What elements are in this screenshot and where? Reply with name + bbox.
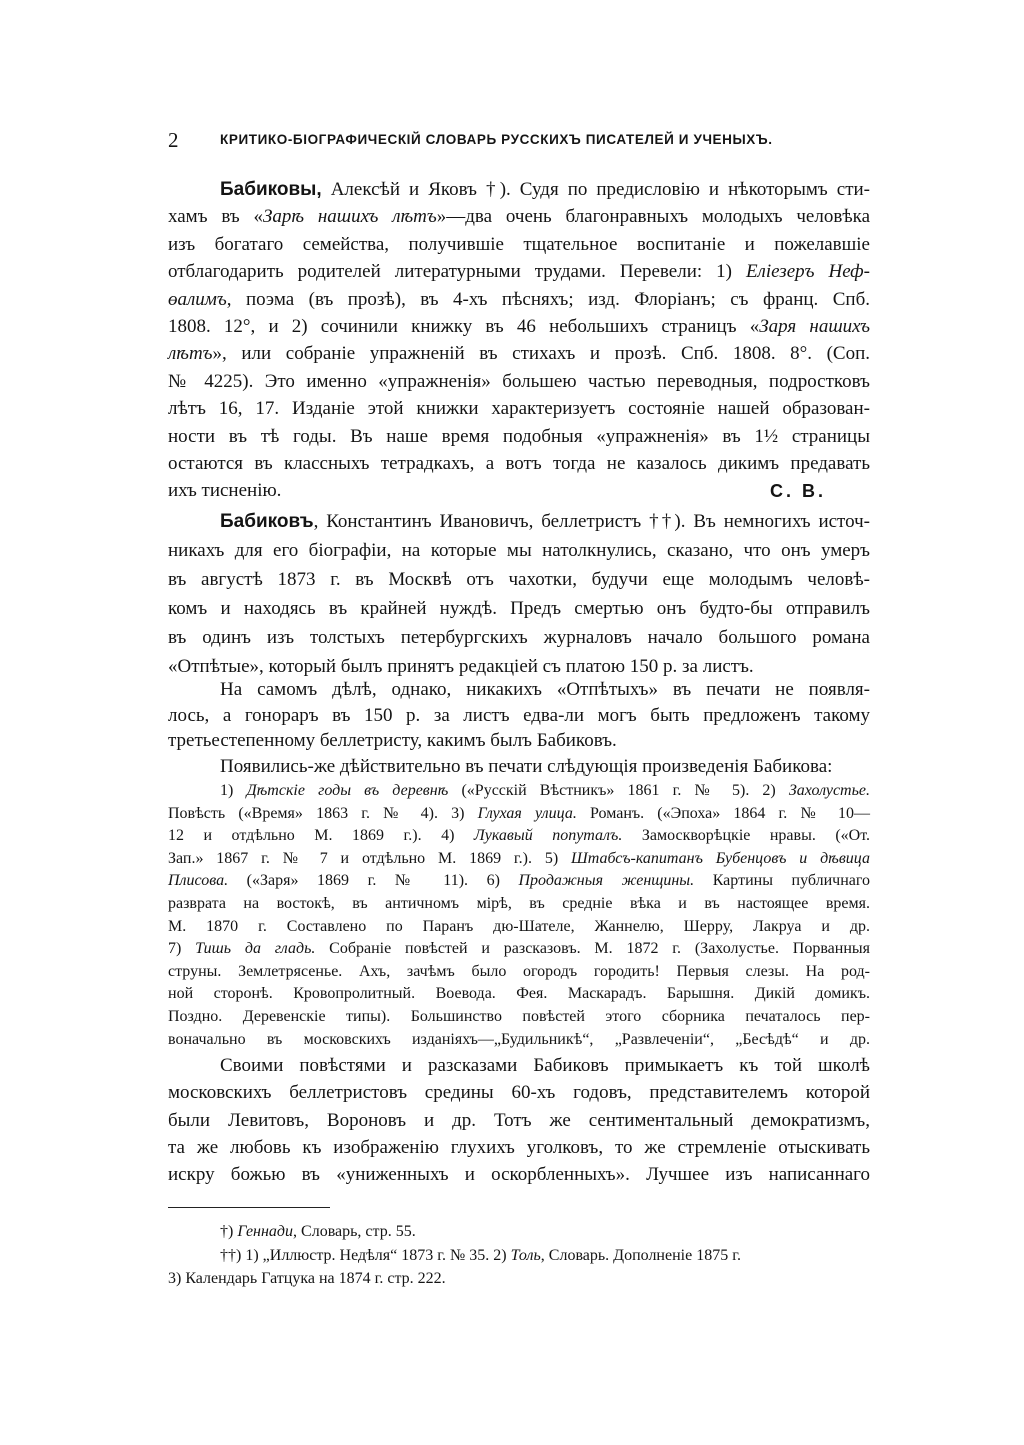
text-run: Замоскворѣцкіе нравы. («От.	[622, 827, 870, 845]
text-line	[168, 1079, 870, 1106]
text-run: 7)	[168, 940, 196, 958]
text-run: лѣтъ 16, 17. Изданіе этой книжки характеризуетъ состояніе нашей образован-	[168, 398, 870, 420]
italic-title: Штабсъ-капитанъ Бубенцовъ и дѣвица	[571, 849, 870, 867]
text-run: («Русскій Вѣстникъ» 1861 г. № 5). 2)	[448, 782, 789, 799]
text-run: московскихъ беллетристовъ средины 60-хъ годовъ, представителемъ которой	[168, 1082, 870, 1104]
text-run: № 4225). Это именно «упражненія» большею частью переводныя, подростковъ	[168, 370, 870, 392]
text-line	[168, 176, 870, 203]
text-run: никахъ для его біографіи, на которые мы натолкнулись, сказано, что онъ умеръ	[168, 540, 870, 561]
italic-title: Геннади	[237, 1223, 294, 1240]
text-line	[168, 594, 870, 623]
text-run: хамъ въ «	[168, 206, 263, 228]
text-run: »—два очень благонравныхъ молодыхъ человѣка	[436, 206, 871, 228]
text-line	[168, 1244, 741, 1268]
text-line	[168, 754, 832, 779]
text-run: та же любовь къ изображенію глухихъ уголковъ, то же стремленіе отыскивать	[168, 1136, 870, 1158]
text-run: струны. Землетрясенье. Ахъ, зачѣмъ было огородъ городить! Первыя слезы. На род-	[168, 962, 870, 980]
text-line	[168, 203, 870, 230]
footnotes	[168, 1220, 870, 1291]
text-line	[168, 231, 870, 258]
text-line	[168, 258, 870, 285]
text-line	[168, 803, 870, 826]
text-run: изъ богатаго семейства, получившіе тщательное воспитаніе и пожелавшіе	[168, 233, 870, 255]
text-line	[168, 780, 870, 803]
para-works-intro	[168, 754, 870, 779]
text-line	[168, 1006, 870, 1029]
author-signature: С. В.	[770, 481, 827, 501]
text-line	[168, 1161, 870, 1188]
text-line	[168, 1052, 870, 1079]
text-line	[168, 848, 870, 871]
text-run: искру божью въ «униженныхъ и оскорбленныхъ». Лучшее изъ написаннаго	[168, 1164, 870, 1186]
text-line	[168, 286, 870, 313]
text-run: остаются въ классныхъ тетрадкахъ, а вотъ тогда не казалось дикимъ предавать	[168, 452, 870, 474]
text-run: Появились-же дѣйствительно въ печати слѣдующія произведенія Бабикова:	[220, 756, 833, 777]
text-line	[168, 825, 870, 848]
text-line	[168, 1267, 446, 1291]
text-line	[168, 893, 870, 916]
text-run: («Заря» 1869 г. № 11). 6)	[228, 872, 519, 890]
text-run: были Левитовъ, Вороновъ и др. Тотъ же сентиментальный демократизмъ,	[168, 1109, 870, 1131]
para-otpetye	[168, 677, 870, 754]
text-line	[168, 1134, 870, 1161]
text-run: разврата на востокѣ, въ античномъ мірѣ, въ средніе вѣка и въ настоящее время.	[168, 894, 870, 912]
text-line	[168, 450, 870, 477]
text-run: », или собраніе упражненій въ стихахъ и прозѣ. Спб. 1808. 8°. (Соп.	[212, 343, 870, 365]
text-run: въ одинъ изъ толстыхъ петербургскихъ журналовъ начало большого романа	[168, 627, 870, 648]
italic-title: өалимъ	[168, 288, 227, 310]
entry-babikov	[168, 507, 870, 681]
text-run: комъ и находясь въ крайней нуждѣ. Предъ смертью онъ будто-бы отправилъ	[168, 598, 870, 619]
text-line	[168, 728, 617, 754]
text-line	[168, 507, 870, 536]
text-run: ной сторонѣ. Кровопролитный. Воевода. Фея. Маскарадъ. Барышня. Дикій домикъ.	[168, 985, 870, 1003]
text-line	[168, 703, 870, 729]
text-line	[168, 1029, 870, 1052]
text-run: Поздно. Деревенскіе типы). Большинство повѣстей этого сборника печаталось пер-	[168, 1007, 870, 1025]
text-run: третьестепенному беллетристу, какимъ былъ Бабиковъ.	[168, 730, 617, 751]
text-run: †)	[220, 1223, 238, 1240]
text-run: Повѣсть («Время» 1863 г. № 4). 3)	[168, 804, 478, 822]
works-list	[168, 780, 870, 1051]
italic-title: Зарѣ нашихъ лѣтъ	[262, 206, 437, 228]
text-run: воначально въ московскихъ изданіяхъ—„Будильникѣ“, „Развлеченіи“, „Бесѣдѣ“ и др.	[168, 1030, 870, 1048]
text-line	[168, 870, 870, 893]
page-number: 2	[168, 128, 179, 152]
text-line	[168, 961, 870, 984]
text-line	[168, 313, 870, 340]
italic-title: Захолустье.	[788, 782, 870, 799]
text-line	[168, 1220, 416, 1244]
text-run: ихъ тисненію.	[168, 480, 282, 502]
text-run: Своими повѣстями и разсказами Бабиковъ примыкаетъ къ той школѣ	[220, 1055, 870, 1076]
entry-headword: Бабиковъ	[220, 511, 314, 532]
text-run: въ августѣ 1873 г. въ Москвѣ отъ чахотки, будучи еще молодымъ человѣ-	[168, 569, 870, 590]
text-run: «Отпѣтые», который былъ принятъ редакціей съ платою 150 р. за листъ.	[168, 656, 754, 677]
text-run: 12 и отдѣльно М. 1869 г.). 4)	[168, 827, 474, 845]
footnote-divider	[168, 1207, 330, 1208]
entry-headword: Бабиковы,	[220, 179, 322, 200]
text-run: ††) 1) „Иллюстр. Недѣля“ 1873 г. № 35. 2)	[220, 1246, 511, 1264]
para-school	[168, 1052, 870, 1188]
text-run: На самомъ дѣлѣ, однако, никакихъ «Отпѣтыхъ» въ печати не появля-	[220, 679, 870, 700]
text-line	[168, 477, 281, 504]
text-run: , поэма (въ прозѣ), въ 4-хъ пѣсняхъ; изд. Флоріанъ; съ франц. Спб.	[226, 288, 870, 310]
text-line	[168, 983, 870, 1006]
text-run: Романъ. («Эпоха» 1864 г. № 10—	[576, 804, 871, 822]
text-line	[168, 395, 870, 422]
running-header	[168, 128, 870, 154]
italic-title: Еліезеръ Неф-	[745, 261, 870, 283]
text-run: лось, а гонораръ въ 150 р. за листъ едва-ли могъ быть предложенъ такому	[168, 704, 870, 726]
text-run: 1)	[220, 782, 247, 799]
text-line	[168, 368, 870, 395]
text-run: , Словарь, стр. 55.	[293, 1223, 416, 1240]
text-line	[168, 423, 870, 450]
text-run: , Константинъ Ивановичъ, беллетристъ ††). Въ немногихъ источ-	[313, 511, 870, 532]
text-run: Алексѣй и Яковъ †). Судя по предисловію и нѣкоторымъ сти-	[321, 179, 870, 200]
entry-babikovy	[168, 176, 870, 505]
italic-title: Продажныя женщины.	[518, 872, 695, 890]
text-run: М. 1870 г. Составлено по Паранъ дю-Шателе, Жаннелю, Шерру, Лакруа и др.	[168, 917, 870, 935]
text-line	[168, 1107, 870, 1134]
text-line	[168, 623, 870, 652]
text-run: 1808. 12°, и 2) сочинили книжку въ 46 небольшихъ страницъ «	[168, 315, 760, 337]
italic-title: Толь	[510, 1246, 541, 1264]
text-line	[168, 340, 870, 367]
italic-title: Лукавый попуталъ.	[473, 827, 623, 845]
italic-title: Заря нашихъ	[759, 315, 870, 337]
text-line	[168, 677, 870, 703]
italic-title: лѣтъ	[168, 343, 213, 365]
text-line	[168, 565, 870, 594]
text-run: ности въ тѣ годы. Въ наше время подобныя «упражненія» въ 1½ страницы	[168, 425, 870, 447]
text-run: Собраніе повѣстей и разсказовъ. М. 1872 г. (Захолустье. Порванныя	[315, 940, 871, 958]
text-run: , Словарь. Дополненіе 1875 г.	[540, 1246, 741, 1264]
running-title: КРИТИКО-БІОГРАФИЧЕСКІЙ СЛОВАРЬ РУССКИХЪ ПИСАТЕЛЕЙ И УЧЕНЫХЪ.	[220, 132, 773, 147]
text-run: Зап.» 1867 г. № 7 и отдѣльно М. 1869 г.). 5)	[168, 849, 572, 867]
italic-title: Глухая улица.	[477, 804, 577, 822]
italic-title: Плисова.	[168, 872, 229, 890]
text-run: Картины публичнаго	[694, 872, 871, 890]
text-run: 3) Календарь Гатцука на 1874 г. стр. 222.	[168, 1270, 446, 1287]
italic-title: Тишь да гладь.	[195, 940, 316, 958]
italic-title: Дѣтскіе годы въ деревнѣ	[246, 782, 449, 799]
text-line	[168, 536, 870, 565]
text-line	[168, 938, 870, 961]
text-line	[168, 916, 870, 939]
text-run: отблагодарить родителей литературными трудами. Перевели: 1)	[168, 261, 746, 283]
